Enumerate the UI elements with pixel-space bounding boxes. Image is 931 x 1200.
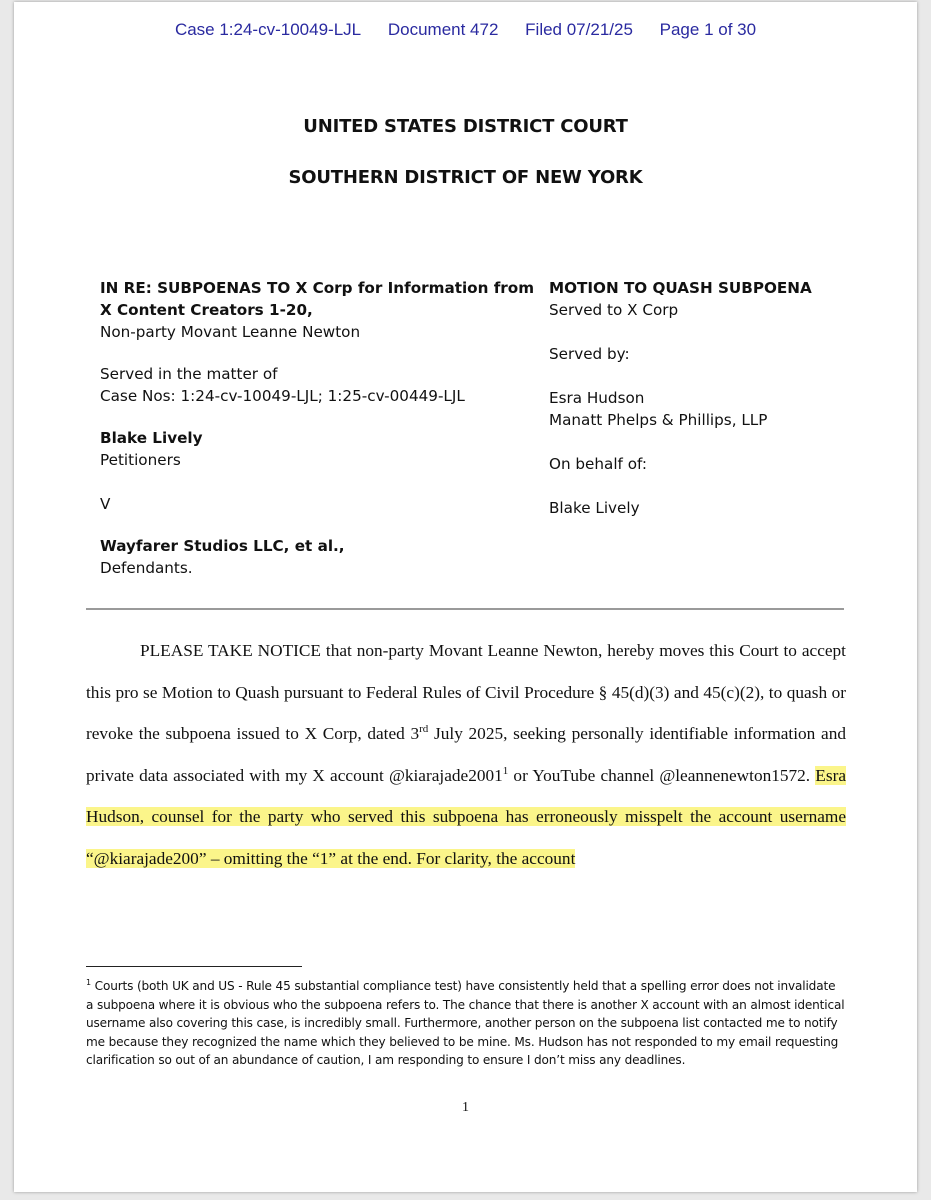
caption-movant: Non-party Movant Leanne Newton bbox=[100, 323, 361, 341]
caption-case-numbers: Case Nos: 1:24-cv-10049-LJL; 1:25-cv-00449-LJL bbox=[100, 387, 465, 405]
body-text-part1: PLEASE TAKE NOTICE that non-party Movant Leanne Newton, hereby moves this Court to accept this pro se Motion to Quash pursuant to Federal Rules of Civil Procedure § 45(d)(3) and 45(c)(2), to quash or revoke the subpoena issued to X Corp, dated 3 bbox=[86, 641, 846, 743]
footnote bbox=[86, 977, 846, 1070]
caption-versus: V bbox=[100, 495, 111, 513]
document-page bbox=[14, 2, 917, 1192]
caption-defendant-role: Defendants. bbox=[100, 559, 193, 577]
motion-served-to: Served to X Corp bbox=[549, 301, 679, 319]
caption-left bbox=[100, 277, 534, 579]
court-district: SOUTHERN DISTRICT OF NEW YORK bbox=[288, 167, 643, 188]
footnote-marker: 1 bbox=[86, 977, 91, 987]
served-by-label: Served by: bbox=[549, 345, 630, 363]
caption-right bbox=[549, 277, 812, 519]
body-paragraph bbox=[86, 630, 846, 879]
ecf-header bbox=[14, 20, 917, 40]
motion-body bbox=[86, 630, 846, 879]
counsel-firm: Manatt Phelps & Phillips, LLP bbox=[549, 411, 768, 429]
caption-divider bbox=[86, 608, 844, 610]
header-page-count: Page 1 of 30 bbox=[659, 20, 757, 39]
caption-petitioner-role: Petitioners bbox=[100, 451, 181, 469]
caption-defendant: Wayfarer Studios LLC, et al., bbox=[100, 537, 345, 555]
header-filed-date: Filed 07/21/25 bbox=[525, 20, 633, 39]
motion-title: MOTION TO QUASH SUBPOENA bbox=[549, 279, 812, 297]
caption-title-line1: IN RE: SUBPOENAS TO X Corp for Information from bbox=[100, 279, 535, 297]
page-number: 1 bbox=[462, 1100, 469, 1115]
footnote-divider bbox=[86, 966, 302, 967]
body-text-part3: or YouTube channel @leannenewton1572. bbox=[508, 765, 816, 785]
ordinal-suffix: rd bbox=[419, 723, 429, 736]
caption-served-in: Served in the matter of bbox=[100, 365, 278, 383]
header-document-number: Document 472 bbox=[387, 20, 499, 39]
footnote-text: Courts (both UK and US - Rule 45 substantial compliance test) have consistently held that a spelling error does not invalidate a subpoena where it is obvious who the subpoena refers to. The chance that there is another X account with an almost identical username also covering this case, is incredibly small. Furthermore, another person on the subpoena list contacted me to notify me because they recognized the name which they believed to be mine. Ms. Hudson has not responded to my email requesting clarification so out of an abundance of caution, I am responding to ensure I don’t miss any deadlines. bbox=[86, 979, 845, 1068]
counsel-name: Esra Hudson bbox=[549, 389, 645, 407]
caption-title-line2: X Content Creators 1-20, bbox=[100, 301, 313, 319]
body-text-part2: July 2025, seeking personally identifiable information and private data associated with my X account @kiarajade2001 bbox=[86, 724, 846, 785]
caption-petitioner: Blake Lively bbox=[100, 429, 203, 447]
header-case-number: Case 1:24-cv-10049-LJL bbox=[174, 20, 362, 39]
on-behalf-label: On behalf of: bbox=[549, 455, 647, 473]
court-name: UNITED STATES DISTRICT COURT bbox=[303, 116, 628, 137]
highlighted-text: Esra Hudson, counsel for the party who served this subpoena has erroneously misspelt the account username “@kiarajade200” – omitting the “1” at the end. For clarity, the account bbox=[86, 765, 846, 868]
on-behalf-party: Blake Lively bbox=[549, 499, 640, 517]
footnote-reference: 1 bbox=[502, 764, 509, 777]
